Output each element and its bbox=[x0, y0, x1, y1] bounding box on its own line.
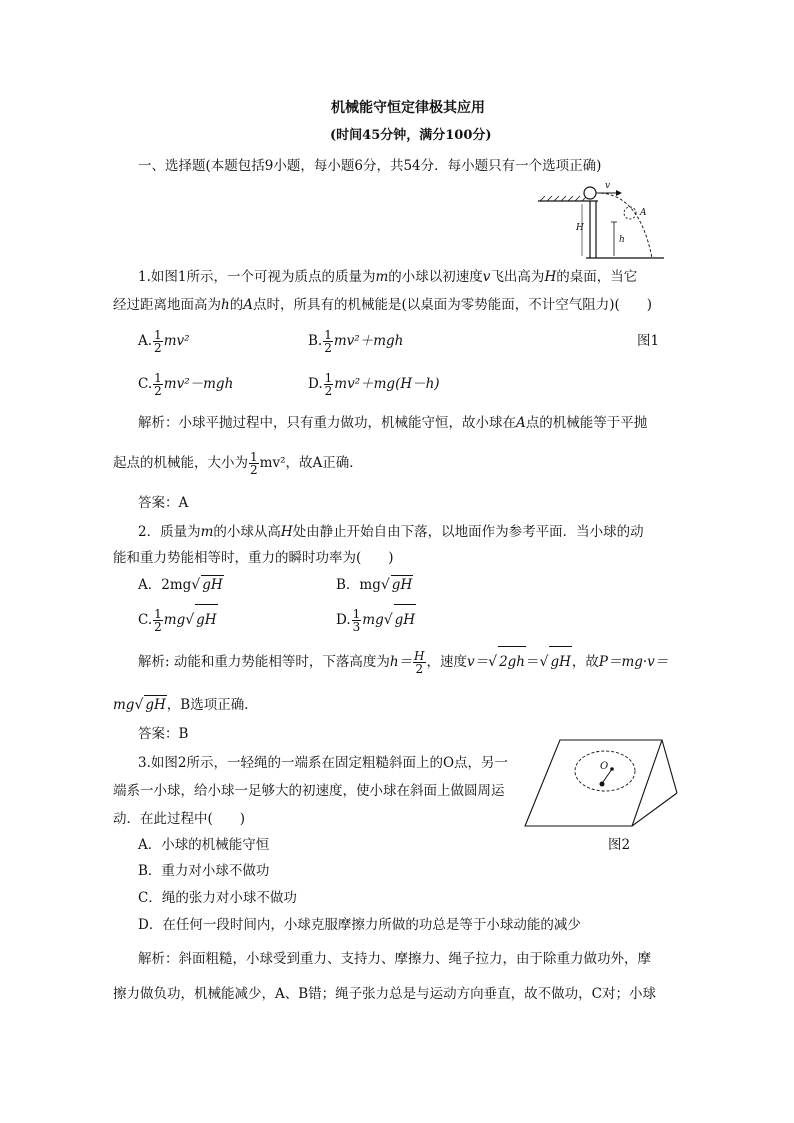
figure-2-O-label: O bbox=[600, 761, 609, 772]
question-1-line-1: 1.如图1所示，一个可视为质点的质量为m的小球以初速度v飞出高为H的桌面，当它 bbox=[138, 269, 638, 285]
question-1-analysis-line-2: 起点的机械能，大小为 $\frac{1}{2}$ mv²，故A正确． bbox=[113, 450, 363, 477]
question-1-line-2: 经过距离地面高为h的A点时，所具有的机械能是(以桌面为零势能面，不计空气阻力)( ) bbox=[113, 297, 653, 313]
question-1-option-c: C. $\frac{1}{2}$ mv²－mgh bbox=[138, 371, 234, 398]
question-1-option-d: D. $\frac{1}{2}$ mv²＋mg(H－h) bbox=[308, 371, 440, 398]
question-3-line-2: 端系一小球，给小球一足够大的初速度，使小球在斜面上做圆周运 bbox=[113, 783, 505, 799]
figure-1-h-label: h bbox=[619, 235, 625, 245]
question-2-answer: 答案：B bbox=[138, 726, 189, 742]
figure-1-v-label: v bbox=[605, 181, 611, 191]
question-3-analysis-line-1: 解析：斜面粗糙，小球受到重力、支持力、摩擦力、绳子拉力，由于除重力做功外，摩 bbox=[138, 951, 651, 967]
page-subtitle: (时间45分钟，满分100分) bbox=[330, 128, 492, 143]
figure-1-A-label: A bbox=[640, 208, 647, 218]
question-3-option-b: B．重力对小球不做功 bbox=[138, 863, 270, 879]
figure-1-caption: 图1 bbox=[637, 333, 660, 349]
question-2-line-2: 能和重力势能相等时，重力的瞬时功率为( ) bbox=[113, 550, 394, 566]
question-2-line-1: 2．质量为m的小球从高H处由静止开始自由下落，以地面作为参考平面．当小球的动 bbox=[138, 524, 644, 540]
figure-2-diagram bbox=[520, 738, 680, 828]
section-heading: 一、选择题(本题包括9小题，每小题6分，共54分．每小题只有一个选项正确) bbox=[138, 158, 602, 174]
question-2-option-d: D. $\frac{1}{3}$ mg√ gH bbox=[336, 604, 416, 635]
page-title: 机械能守恒定律极其应用 bbox=[331, 100, 485, 116]
question-2-option-c: C. $\frac{1}{2}$ mg√ gH bbox=[138, 604, 218, 635]
figure-2-caption: 图2 bbox=[608, 837, 631, 853]
question-1-analysis-line-1: 解析：小球平抛过程中，只有重力做功，机械能守恒，故小球在A点的机械能等于平抛 bbox=[138, 415, 648, 431]
question-2-analysis-line-1: 解析: 动能和重力势能相等时，下落高度为h＝ $\frac{H}{2}$ ，速度v＝√ 2gh＝√ gH，故P＝mg·v＝ bbox=[138, 646, 668, 677]
figure-1-H-label: H bbox=[576, 223, 584, 233]
question-3-analysis-line-2: 擦力做负功，机械能减少，A、B错；绳子张力总是与运动方向垂直，故不做功，C对；小球 bbox=[113, 986, 656, 1002]
question-3-option-a: A．小球的机械能守恒 bbox=[138, 837, 270, 853]
question-2-option-b: B．mg√ gH bbox=[336, 577, 413, 593]
question-1-option-b: B. $\frac{1}{2}$ mv²＋mgh bbox=[308, 328, 404, 355]
question-1-option-a: A. $\frac{1}{2}$ mv² bbox=[138, 328, 190, 355]
question-3-line-3: 动．在此过程中( ) bbox=[113, 811, 246, 827]
question-3-option-d: D．在任何一段时间内，小球克服摩擦力所做的功总是等于小球动能的减少 bbox=[138, 917, 581, 933]
question-2-option-a: A．2mg√ gH bbox=[138, 577, 223, 593]
figure-1-diagram bbox=[534, 180, 694, 260]
question-2-analysis-line-2: mg√ gH，B选项正确． bbox=[113, 697, 258, 713]
question-3-line-1: 3.如图2所示，一轻绳的一端系在固定粗糙斜面上的O点，另一 bbox=[138, 755, 509, 771]
question-3-option-c: C．绳的张力对小球不做功 bbox=[138, 890, 297, 906]
question-1-answer: 答案：A bbox=[138, 495, 189, 511]
